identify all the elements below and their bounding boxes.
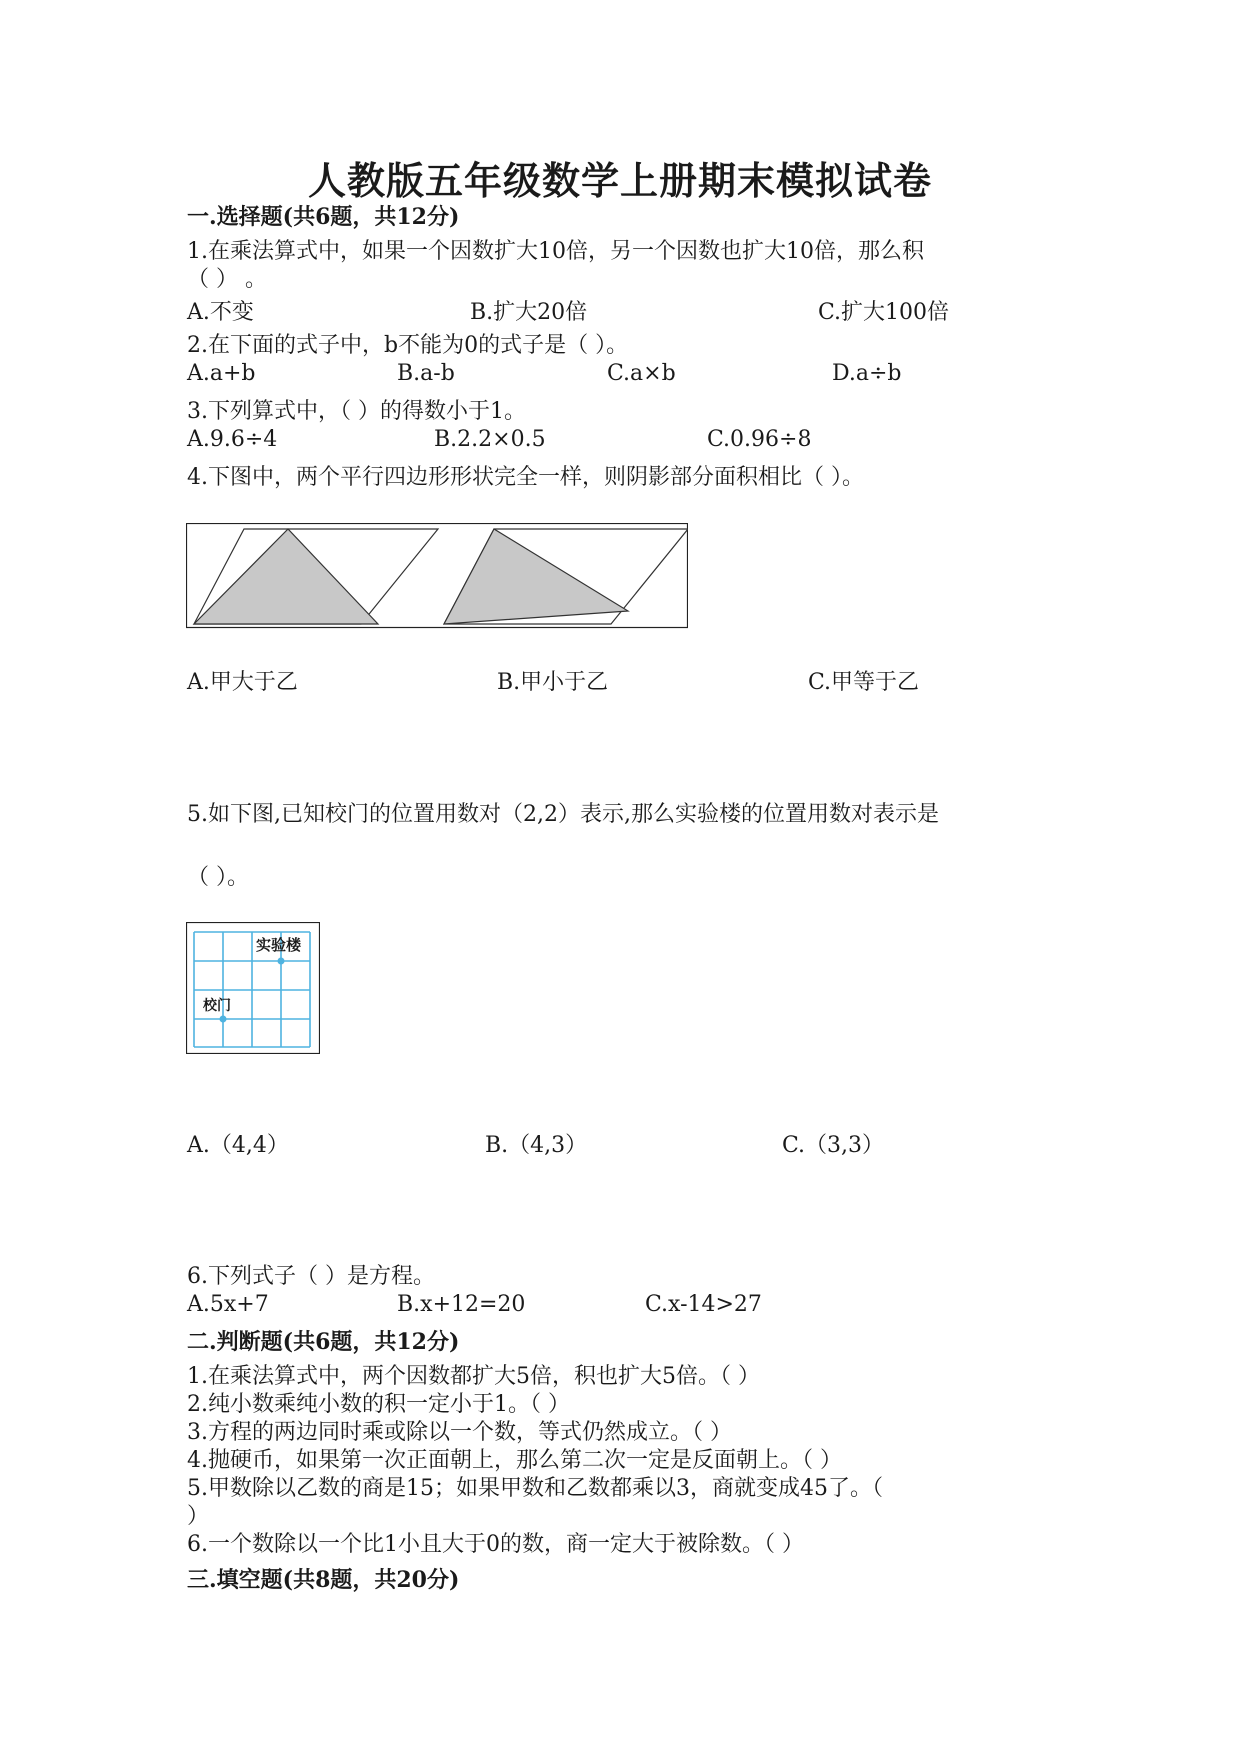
q5-option-a: A.（4,4） (187, 1133, 289, 1158)
q6-option-a: A.5x+7 (187, 1292, 269, 1317)
q4-option-a: A.甲大于乙 (187, 670, 298, 695)
question-5-line1: 5.如下图,已知校门的位置用数对（2,2）表示,那么实验楼的位置用数对表示是 (187, 802, 939, 827)
q4-option-c: C.甲等于乙 (808, 670, 920, 695)
section-heading-true-false: 二.判断题(共6题，共12分) (187, 1329, 460, 1355)
q6-option-b: B.x+12=20 (397, 1292, 526, 1317)
page-title: 人教版五年级数学上册期末模拟试卷 (307, 158, 932, 203)
question-4: 4.下图中，两个平行四边形形状完全一样，则阴影部分面积相比（ ）。 (187, 465, 864, 490)
q1-option-c: C.扩大100倍 (818, 300, 950, 325)
tf-question-3: 3.方程的两边同时乘或除以一个数，等式仍然成立。（ ） (187, 1420, 732, 1445)
q5-option-b: B.（4,3） (485, 1133, 588, 1158)
q2-option-b: B.a-b (397, 361, 455, 386)
q2-option-d: D.a÷b (832, 361, 902, 386)
tf-question-6: 6.一个数除以一个比1小且大于0的数，商一定大于被除数。（ ） (187, 1532, 804, 1557)
lab-point (278, 958, 285, 965)
question-1-line1: 1.在乘法算式中，如果一个因数扩大10倍，另一个因数也扩大10倍，那么积 (187, 239, 924, 264)
gate-point (220, 1016, 227, 1023)
question-5-line2: （ ）。 (187, 865, 249, 890)
gate-label: 校门 (203, 998, 231, 1014)
q1-option-a: A.不变 (187, 300, 254, 325)
question-6: 6.下列式子（ ）是方程。 (187, 1264, 435, 1289)
q3-option-b: B.2.2×0.5 (434, 427, 546, 452)
q6-option-c: C.x-14>27 (645, 1292, 762, 1317)
q4-option-b: B.甲小于乙 (497, 670, 609, 695)
q2-option-c: C.a×b (607, 361, 676, 386)
q2-option-a: A.a+b (187, 361, 256, 386)
tf-question-1: 1.在乘法算式中，两个因数都扩大5倍，积也扩大5倍。（ ） (187, 1364, 760, 1389)
question-2: 2.在下面的式子中，b不能为0的式子是（ ）。 (187, 333, 629, 358)
q1-option-b: B.扩大20倍 (470, 300, 588, 325)
q3-option-a: A.9.6÷4 (187, 427, 278, 452)
parallelogram-figure (186, 523, 688, 629)
tf-question-5-line2: ） (187, 1504, 210, 1529)
section-heading-choice: 一.选择题(共6题，共12分) (187, 204, 460, 230)
section-heading-fill-blank: 三.填空题(共8题，共20分) (187, 1567, 460, 1593)
question-3: 3.下列算式中，（ ）的得数小于1。 (187, 399, 526, 424)
tf-question-4: 4.抛硬币，如果第一次正面朝上，那么第二次一定是反面朝上。（ ） (187, 1448, 842, 1473)
tf-question-2: 2.纯小数乘纯小数的积一定小于1。（ ） (187, 1392, 570, 1417)
q5-option-c: C.（3,3） (782, 1133, 885, 1158)
grid-figure (186, 922, 320, 1054)
question-1-line2: （ ） 。 (187, 267, 267, 292)
q3-option-c: C.0.96÷8 (707, 427, 812, 452)
tf-question-5-line1: 5.甲数除以乙数的商是15；如果甲数和乙数都乘以3，商就变成45了。（ (187, 1476, 883, 1501)
lab-label: 实验楼 (256, 936, 302, 954)
